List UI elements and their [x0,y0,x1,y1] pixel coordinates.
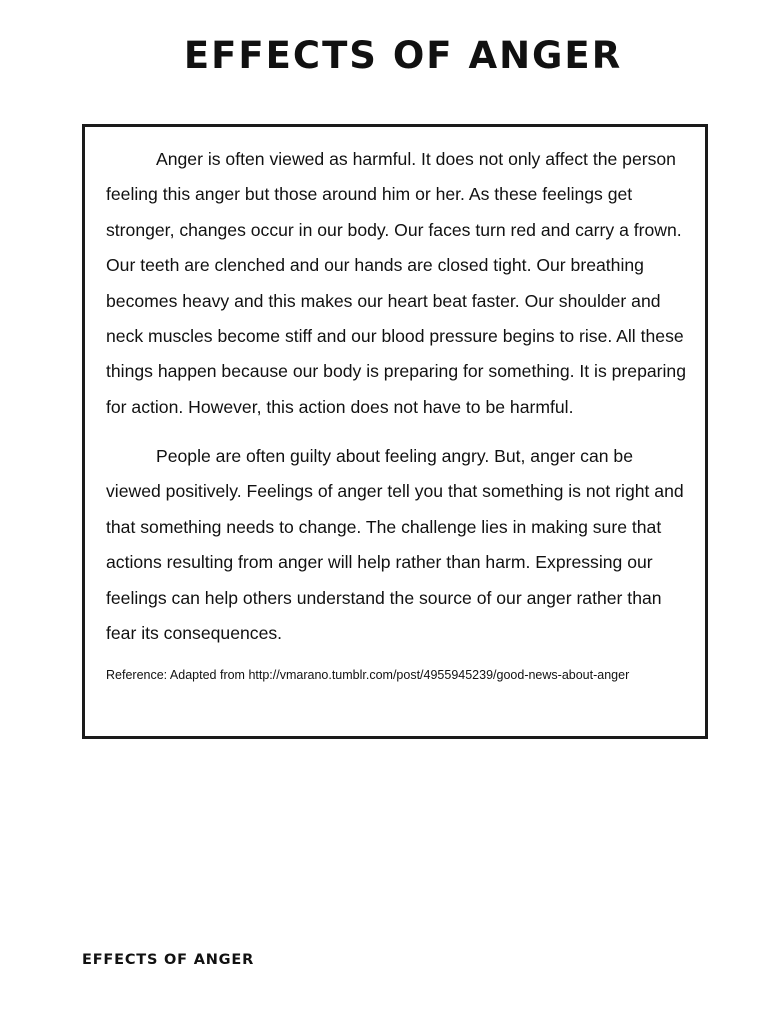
lower-box-right-border [705,439,708,736]
page-title: EFFECTS OF ANGER [183,34,623,77]
paragraph-1: Anger is often viewed as harmful. It does not only affect the person feeling this anger but those around him or her. As these feelings get stronger, changes occur in our body. Our faces turn red and carry a frown. Our teeth are clenched and our hands are closed tight. Our breathing becomes heavy and this makes our heart beat faster. Our shoulder and neck muscles become stiff and our blood pressure begins to rise. All these things happen because our body is preparing for something. It is preparing for action. However, this action does not have to be harmful. [106,149,686,417]
paragraph-2: People are often guilty about feeling angry. But, anger can be viewed positively. Feelings of anger tell you that something is not right and that something needs to change. The challenge lies in making sure that actions resulting from anger will help rather than harm. Expressing our feelings can help others understand the source of our anger rather than fear its consequences. [106,439,686,651]
reference-note: Reference: Adapted from http://vmarano.tumblr.com/post/4955945239/good-news-about-anger [106,668,630,682]
footer-title: EFFECTS OF ANGER [82,952,255,968]
passage-box [82,124,708,739]
